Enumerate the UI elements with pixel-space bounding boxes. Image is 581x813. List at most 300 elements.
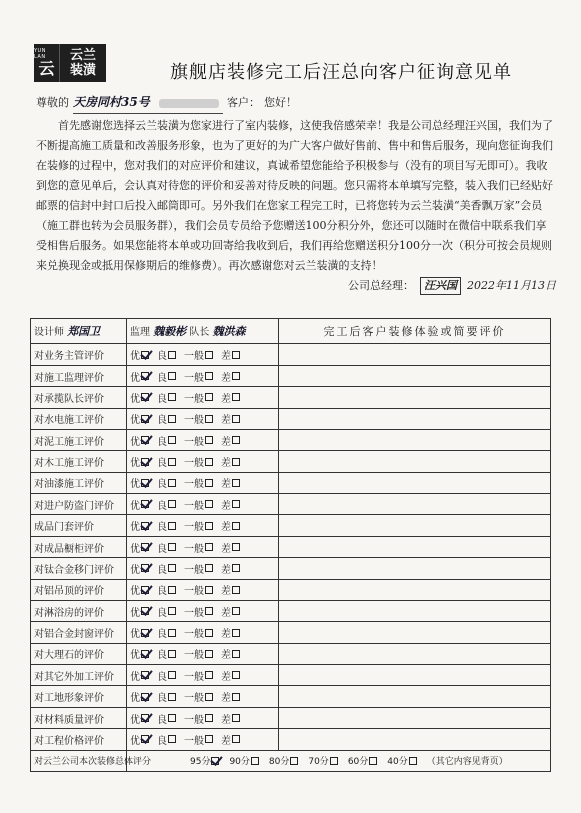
rating-checkbox[interactable] xyxy=(232,372,240,380)
score-checkbox[interactable] xyxy=(409,757,417,765)
feedback-cell[interactable] xyxy=(279,429,551,450)
rating-label: 差 xyxy=(221,693,231,705)
rating-cell xyxy=(127,558,279,579)
rating-checkbox[interactable] xyxy=(205,393,213,401)
designer-name[interactable]: 郑国卫 xyxy=(67,325,101,339)
rating-option-poor[interactable] xyxy=(221,689,240,704)
score-label: 70分 xyxy=(308,757,329,768)
rating-option-excellent[interactable] xyxy=(130,518,149,533)
rating-checkbox[interactable] xyxy=(141,671,149,679)
score-checkbox[interactable] xyxy=(251,757,259,765)
rating-checkbox[interactable] xyxy=(232,564,240,572)
rating-checkbox[interactable] xyxy=(168,671,176,679)
redacted-mark xyxy=(159,99,219,108)
supervisor-name[interactable]: 魏毅彬 xyxy=(153,325,187,339)
table-row xyxy=(31,665,551,686)
rating-checkbox[interactable] xyxy=(168,735,176,743)
rating-options xyxy=(130,732,275,747)
evaluation-item: 对业务主管评价 xyxy=(31,344,127,365)
rating-checkbox[interactable] xyxy=(205,586,213,594)
logo-line1: 云兰 xyxy=(69,48,96,63)
evaluation-item: 对施工监理评价 xyxy=(31,365,127,386)
rating-option-good[interactable] xyxy=(157,625,176,640)
rating-option-average[interactable] xyxy=(184,561,213,576)
rating-option-good[interactable] xyxy=(157,475,176,490)
evaluation-item: 对铝合金封窗评价 xyxy=(31,622,127,643)
rating-option-excellent[interactable] xyxy=(130,604,149,619)
feedback-cell[interactable] xyxy=(279,472,551,493)
table-row xyxy=(31,536,551,557)
rating-checkbox[interactable] xyxy=(141,543,149,551)
rating-checkbox[interactable] xyxy=(205,436,213,444)
rating-checkbox[interactable] xyxy=(168,629,176,637)
rating-option-good[interactable] xyxy=(157,540,176,555)
table-row xyxy=(31,494,551,515)
feedback-cell[interactable] xyxy=(279,451,551,472)
score-option[interactable] xyxy=(190,754,219,767)
salutation-line xyxy=(36,92,556,114)
rating-checkbox[interactable] xyxy=(205,607,213,615)
rating-label: 良 xyxy=(157,436,167,448)
rating-option-poor[interactable] xyxy=(221,369,240,384)
rating-checkbox[interactable] xyxy=(205,564,213,572)
rating-cell xyxy=(127,515,279,536)
rating-option-excellent[interactable] xyxy=(130,433,149,448)
rating-checkbox[interactable] xyxy=(205,693,213,701)
rating-label: 优 xyxy=(130,607,140,619)
rating-option-poor[interactable] xyxy=(221,668,240,683)
rating-checkbox[interactable] xyxy=(205,629,213,637)
rating-checkbox[interactable] xyxy=(205,543,213,551)
rating-label: 良 xyxy=(157,372,167,384)
rating-label: 差 xyxy=(221,714,231,726)
rating-label: 差 xyxy=(221,522,231,534)
rating-option-average[interactable] xyxy=(184,625,213,640)
rating-option-average[interactable] xyxy=(184,668,213,683)
signature-name: 汪兴国 xyxy=(420,277,461,295)
rating-option-poor[interactable] xyxy=(221,625,240,640)
rating-label: 差 xyxy=(221,735,231,747)
rating-checkbox[interactable] xyxy=(168,479,176,487)
rating-option-good[interactable] xyxy=(157,411,176,426)
table-row xyxy=(31,408,551,429)
rating-label: 良 xyxy=(157,543,167,555)
rating-label: 优 xyxy=(130,735,140,747)
rating-label: 良 xyxy=(157,607,167,619)
feedback-cell[interactable] xyxy=(279,536,551,557)
rating-option-poor[interactable] xyxy=(221,540,240,555)
rating-option-average[interactable] xyxy=(184,604,213,619)
rating-checkbox[interactable] xyxy=(168,351,176,359)
rating-label: 优 xyxy=(130,458,140,469)
rating-option-excellent[interactable] xyxy=(130,646,149,661)
rating-option-average[interactable] xyxy=(184,540,213,555)
rating-checkbox[interactable] xyxy=(168,458,176,466)
evaluation-item: 对水电施工评价 xyxy=(31,408,127,429)
rating-option-excellent[interactable] xyxy=(130,561,149,576)
rating-checkbox[interactable] xyxy=(141,393,149,401)
rating-checkbox[interactable] xyxy=(232,436,240,444)
score-option[interactable] xyxy=(269,754,298,767)
rating-label: 优 xyxy=(130,415,140,427)
rating-option-good[interactable] xyxy=(157,497,176,512)
rating-label: 良 xyxy=(157,564,167,576)
rating-checkbox[interactable] xyxy=(205,650,213,658)
rating-option-good[interactable] xyxy=(157,454,176,469)
rating-option-excellent[interactable] xyxy=(130,390,149,405)
feedback-cell[interactable] xyxy=(279,643,551,664)
rating-label: 优 xyxy=(130,671,140,683)
rating-label: 优 xyxy=(130,372,140,384)
evaluation-item: 对承揽队长评价 xyxy=(31,387,127,408)
evaluation-item: 对工程价格评价 xyxy=(31,729,127,750)
rating-checkbox[interactable] xyxy=(168,564,176,572)
feedback-cell[interactable] xyxy=(279,622,551,643)
rating-checkbox[interactable] xyxy=(232,586,240,594)
rating-checkbox[interactable] xyxy=(141,500,149,508)
rating-cell xyxy=(127,365,279,386)
foreman-name[interactable]: 魏洪森 xyxy=(212,325,246,339)
evaluation-item: 对油漆施工评价 xyxy=(31,472,127,493)
rating-checkbox[interactable] xyxy=(232,607,240,615)
rating-cell xyxy=(127,494,279,515)
rating-cell xyxy=(127,387,279,408)
table-row xyxy=(31,558,551,579)
rating-option-poor[interactable] xyxy=(221,411,240,426)
rating-checkbox[interactable] xyxy=(168,500,176,508)
rating-label: 良 xyxy=(157,714,167,726)
rating-cell xyxy=(127,536,279,557)
rating-label: 一般 xyxy=(184,629,204,640)
rating-label: 优 xyxy=(130,564,140,576)
rating-option-poor[interactable] xyxy=(221,475,240,490)
rating-label: 差 xyxy=(221,629,231,640)
rating-label: 差 xyxy=(221,458,231,469)
score-checkbox[interactable] xyxy=(369,757,377,765)
rating-label: 一般 xyxy=(184,564,204,576)
score-label: 95分 xyxy=(190,757,211,768)
score-option[interactable] xyxy=(387,754,416,767)
feedback-cell[interactable] xyxy=(279,494,551,515)
customer-address-field[interactable] xyxy=(73,92,223,114)
signature-row xyxy=(36,276,556,296)
rating-label: 差 xyxy=(221,586,231,598)
rating-checkbox[interactable] xyxy=(141,693,149,701)
table-row xyxy=(31,579,551,600)
rating-checkbox[interactable] xyxy=(141,735,149,743)
rating-option-average[interactable] xyxy=(184,433,213,448)
rating-checkbox[interactable] xyxy=(141,415,149,423)
rating-checkbox[interactable] xyxy=(205,479,213,487)
rating-label: 一般 xyxy=(184,372,204,384)
rating-options xyxy=(130,497,275,512)
evaluation-item: 对成品橱柜评价 xyxy=(31,536,127,557)
rating-checkbox[interactable] xyxy=(232,714,240,722)
rating-checkbox[interactable] xyxy=(141,650,149,658)
rating-checkbox[interactable] xyxy=(232,351,240,359)
score-checkbox[interactable] xyxy=(330,757,338,765)
rating-option-average[interactable] xyxy=(184,711,213,726)
rating-label: 优 xyxy=(130,522,140,534)
rating-option-good[interactable] xyxy=(157,668,176,683)
rating-option-average[interactable] xyxy=(184,518,213,533)
rating-label: 差 xyxy=(221,393,231,405)
rating-checkbox[interactable] xyxy=(141,564,149,572)
rating-checkbox[interactable] xyxy=(205,714,213,722)
customer-suffix: 客户： xyxy=(227,96,260,109)
rating-option-average[interactable] xyxy=(184,732,213,747)
rating-checkbox[interactable] xyxy=(232,500,240,508)
rating-cell xyxy=(127,429,279,450)
rating-option-average[interactable] xyxy=(184,497,213,512)
rating-option-poor[interactable] xyxy=(221,347,240,362)
designer-cell xyxy=(31,319,127,344)
evaluation-item: 对淋浴房的评价 xyxy=(31,600,127,621)
rating-checkbox[interactable] xyxy=(168,693,176,701)
rating-option-excellent[interactable] xyxy=(130,347,149,362)
rating-checkbox[interactable] xyxy=(232,415,240,423)
rating-options xyxy=(130,369,275,384)
rating-label: 差 xyxy=(221,671,231,683)
rating-label: 优 xyxy=(130,629,140,640)
logo-line2: 装潢 xyxy=(69,63,96,78)
rating-checkbox[interactable] xyxy=(205,458,213,466)
logo-mark xyxy=(34,44,60,82)
rating-checkbox[interactable] xyxy=(168,436,176,444)
rating-cell xyxy=(127,707,279,728)
rating-checkbox[interactable] xyxy=(141,479,149,487)
rating-options xyxy=(130,711,275,726)
rating-label: 良 xyxy=(157,351,167,363)
rating-checkbox[interactable] xyxy=(205,372,213,380)
rating-label: 优 xyxy=(130,543,140,555)
rating-checkbox[interactable] xyxy=(205,500,213,508)
rating-label: 一般 xyxy=(184,543,204,555)
rating-label: 一般 xyxy=(184,458,204,469)
rating-options xyxy=(130,411,275,426)
feedback-cell[interactable] xyxy=(279,600,551,621)
rating-option-excellent[interactable] xyxy=(130,540,149,555)
rating-option-average[interactable] xyxy=(184,646,213,661)
rating-checkbox[interactable] xyxy=(141,607,149,615)
rating-option-average[interactable] xyxy=(184,369,213,384)
rating-options xyxy=(130,540,275,555)
rating-checkbox[interactable] xyxy=(141,522,149,530)
feedback-cell[interactable] xyxy=(279,344,551,365)
rating-checkbox[interactable] xyxy=(232,479,240,487)
score-option[interactable] xyxy=(308,754,337,767)
rating-option-average[interactable] xyxy=(184,454,213,469)
rating-option-excellent[interactable] xyxy=(130,711,149,726)
logo-glyph: 云 xyxy=(38,59,55,78)
rating-option-excellent[interactable] xyxy=(130,411,149,426)
rating-option-poor[interactable] xyxy=(221,518,240,533)
rating-option-average[interactable] xyxy=(184,582,213,597)
rating-checkbox[interactable] xyxy=(168,543,176,551)
rating-checkbox[interactable] xyxy=(205,522,213,530)
table-row xyxy=(31,515,551,536)
rating-option-good[interactable] xyxy=(157,604,176,619)
rating-checkbox[interactable] xyxy=(232,693,240,701)
rating-option-excellent[interactable] xyxy=(130,668,149,683)
rating-label: 优 xyxy=(130,436,140,448)
rating-checkbox[interactable] xyxy=(168,650,176,658)
table-row xyxy=(31,387,551,408)
rating-option-poor[interactable] xyxy=(221,582,240,597)
rating-checkbox[interactable] xyxy=(141,436,149,444)
rating-checkbox[interactable] xyxy=(232,522,240,530)
rating-checkbox[interactable] xyxy=(168,586,176,594)
rating-option-poor[interactable] xyxy=(221,711,240,726)
feedback-header: 完工后客户装修体验或简要评价 xyxy=(279,319,551,344)
table-header-row xyxy=(31,319,551,344)
rating-option-excellent[interactable] xyxy=(130,369,149,384)
rating-checkbox[interactable] xyxy=(205,415,213,423)
rating-label: 差 xyxy=(221,564,231,576)
evaluation-item: 对工地形象评价 xyxy=(31,686,127,707)
rating-option-poor[interactable] xyxy=(221,454,240,469)
rating-option-good[interactable] xyxy=(157,646,176,661)
rating-checkbox[interactable] xyxy=(168,393,176,401)
rating-label: 差 xyxy=(221,543,231,555)
evaluation-item: 对其它外加工评价 xyxy=(31,665,127,686)
score-label: 40分 xyxy=(387,757,408,768)
rating-checkbox[interactable] xyxy=(168,415,176,423)
rating-option-good[interactable] xyxy=(157,561,176,576)
evaluation-item: 对大理石的评价 xyxy=(31,643,127,664)
feedback-cell[interactable] xyxy=(279,387,551,408)
score-option[interactable] xyxy=(348,754,377,767)
rating-option-excellent[interactable] xyxy=(130,625,149,640)
rating-label: 差 xyxy=(221,500,231,512)
score-checkbox[interactable] xyxy=(211,757,219,765)
rating-label: 一般 xyxy=(184,586,204,598)
feedback-cell[interactable] xyxy=(279,408,551,429)
rating-option-poor[interactable] xyxy=(221,390,240,405)
table-row xyxy=(31,429,551,450)
rating-checkbox[interactable] xyxy=(141,372,149,380)
score-label: 80分 xyxy=(268,757,290,768)
rating-label: 优 xyxy=(130,500,140,512)
rating-option-poor[interactable] xyxy=(221,433,240,448)
score-checkbox[interactable] xyxy=(290,757,298,765)
evaluation-item: 对木工施工评价 xyxy=(31,451,127,472)
rating-label: 差 xyxy=(221,351,231,363)
rating-label: 一般 xyxy=(184,650,204,662)
rating-checkbox[interactable] xyxy=(232,671,240,679)
feedback-cell[interactable] xyxy=(279,515,551,536)
rating-option-good[interactable] xyxy=(157,518,176,533)
evaluation-item: 对进户防盗门评价 xyxy=(31,494,127,515)
rating-option-average[interactable] xyxy=(184,347,213,362)
rating-option-good[interactable] xyxy=(157,390,176,405)
rating-option-good[interactable] xyxy=(157,711,176,726)
rating-checkbox[interactable] xyxy=(168,714,176,722)
feedback-cell[interactable] xyxy=(279,707,551,728)
document-title: 旗舰店装修完工后汪总向客户征询意见单 xyxy=(170,62,512,83)
feedback-cell[interactable] xyxy=(279,686,551,707)
overall-scores-cell xyxy=(127,750,551,771)
rating-checkbox[interactable] xyxy=(232,543,240,551)
rating-option-poor[interactable] xyxy=(221,497,240,512)
rating-option-good[interactable] xyxy=(157,347,176,362)
rating-checkbox[interactable] xyxy=(168,607,176,615)
rating-checkbox[interactable] xyxy=(141,351,149,359)
rating-checkbox[interactable] xyxy=(141,458,149,466)
feedback-cell[interactable] xyxy=(279,579,551,600)
rating-option-poor[interactable] xyxy=(221,604,240,619)
rating-checkbox[interactable] xyxy=(141,714,149,722)
rating-options xyxy=(130,582,275,597)
table-row xyxy=(31,365,551,386)
rating-option-average[interactable] xyxy=(184,411,213,426)
feedback-cell[interactable] xyxy=(279,729,551,750)
rating-checkbox[interactable] xyxy=(232,735,240,743)
rating-options xyxy=(130,454,275,469)
rating-cell xyxy=(127,579,279,600)
rating-checkbox[interactable] xyxy=(205,735,213,743)
rating-checkbox[interactable] xyxy=(141,629,149,637)
rating-checkbox[interactable] xyxy=(168,372,176,380)
rating-option-excellent[interactable] xyxy=(130,582,149,597)
rating-label: 优 xyxy=(130,693,140,705)
rating-checkbox[interactable] xyxy=(232,393,240,401)
rating-label: 良 xyxy=(157,629,167,640)
rating-option-poor[interactable] xyxy=(221,561,240,576)
rating-option-good[interactable] xyxy=(157,369,176,384)
overall-label: 对云兰公司本次装修总体评分 xyxy=(31,750,127,771)
feedback-cell[interactable] xyxy=(279,558,551,579)
rating-checkbox[interactable] xyxy=(205,351,213,359)
rating-checkbox[interactable] xyxy=(232,458,240,466)
rating-option-good[interactable] xyxy=(157,433,176,448)
rating-option-poor[interactable] xyxy=(221,732,240,747)
rating-option-average[interactable] xyxy=(184,390,213,405)
rating-checkbox[interactable] xyxy=(232,650,240,658)
rating-label: 良 xyxy=(157,693,167,705)
rating-option-poor[interactable] xyxy=(221,646,240,661)
overall-note: （其它内容见背页） xyxy=(426,757,508,768)
rating-option-average[interactable] xyxy=(184,689,213,704)
rating-option-excellent[interactable] xyxy=(130,689,149,704)
rating-checkbox[interactable] xyxy=(141,586,149,594)
rating-option-good[interactable] xyxy=(157,732,176,747)
feedback-cell[interactable] xyxy=(279,665,551,686)
score-options xyxy=(130,754,547,767)
rating-checkbox[interactable] xyxy=(205,671,213,679)
rating-option-excellent[interactable] xyxy=(130,497,149,512)
letter-paragraph: 首先感谢您选择云兰装潢为您家进行了室内装修，这使我倍感荣幸！我是公司总经理汪兴国，我们为了不断提高施工质量和改善服务形象，也为了更好的为广大客户做好售前、售中和售后服务，现向您征询我们在装修的过程中，您对我们的对应评价和建议，真诚希望您能给予积极参与（没有的项目写无即可）。我收到您的意见单后，会认真对待您的评价和妥善对待反映的问题。您只需将本单填写完整，装入我们已经贴好邮票的信封中封口后投入邮筒即可。另外我们在您家工程完工时，已将您转为云兰装潢“美香飘万家”会员（施工群也转为会员服务群），我们会员专员给予您赠送100分积分外，您还可以随时在微信中联系我们享受相售后服务。如果您能将本单或功回寄给我收到后，我们再给您赠送积分100分一次（积分可按会员规则来兑换现金或抵用保修期后的维修费）。再次感谢您对云兰装潢的支持！ xyxy=(36,119,553,272)
rating-options xyxy=(130,668,275,683)
rating-checkbox[interactable] xyxy=(168,522,176,530)
evaluation-item: 对钛合金移门评价 xyxy=(31,558,127,579)
table-row xyxy=(31,686,551,707)
table-row xyxy=(31,643,551,664)
rating-option-excellent[interactable] xyxy=(130,454,149,469)
rating-label: 优 xyxy=(130,351,140,363)
score-option[interactable] xyxy=(229,754,258,767)
rating-label: 良 xyxy=(157,415,167,427)
rating-checkbox[interactable] xyxy=(232,629,240,637)
rating-option-average[interactable] xyxy=(184,475,213,490)
rating-option-good[interactable] xyxy=(157,689,176,704)
feedback-cell[interactable] xyxy=(279,365,551,386)
rating-cell xyxy=(127,344,279,365)
signature-date: 2022年11月13日 xyxy=(467,279,556,292)
rating-option-good[interactable] xyxy=(157,582,176,597)
rating-option-excellent[interactable] xyxy=(130,475,149,490)
rating-option-excellent[interactable] xyxy=(130,732,149,747)
